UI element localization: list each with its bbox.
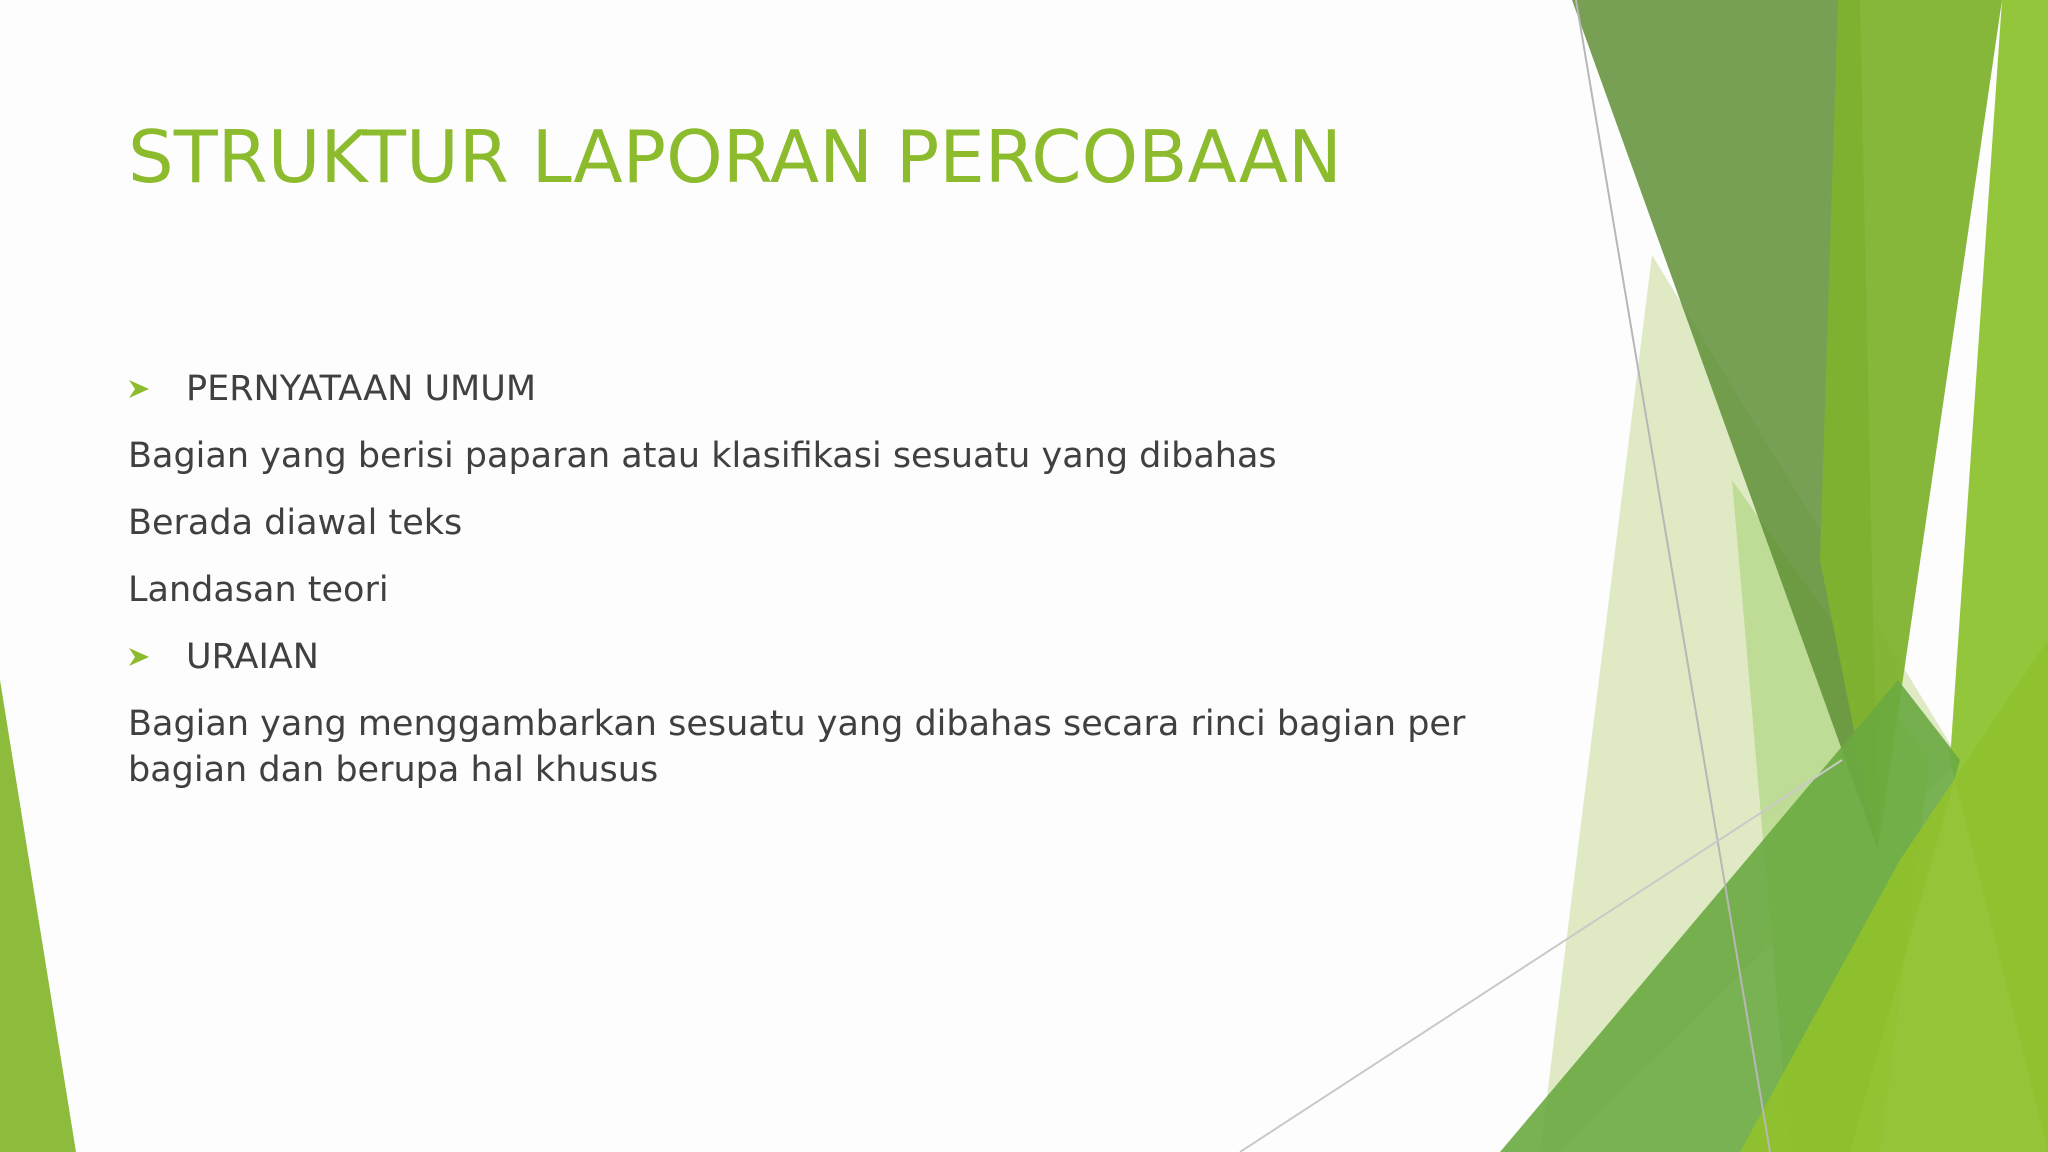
slide-title: STRUKTUR LAPORAN PERCOBAAN [128,115,1342,199]
bullet-text: URAIAN [186,637,319,677]
body-text: Berada diawal teks [128,503,463,543]
bullet-item [128,366,1558,412]
bullet-item [128,634,1558,680]
bullet-text: PERNYATAAN UMUM [186,369,537,409]
arrow-bullet-icon [128,647,150,667]
arrow-bullet-icon [128,379,150,399]
body-text: Bagian yang menggambarkan sesuatu yang dibahas secara rinci bagian per bagian dan berupa hal khusus [128,704,1466,790]
left-accent-shape [0,680,76,1152]
body-text: Landasan teori [128,570,389,610]
slide-content [128,366,1558,814]
body-text: Bagian yang berisi paparan atau klasifikasi sesuatu yang dibahas [128,436,1277,476]
